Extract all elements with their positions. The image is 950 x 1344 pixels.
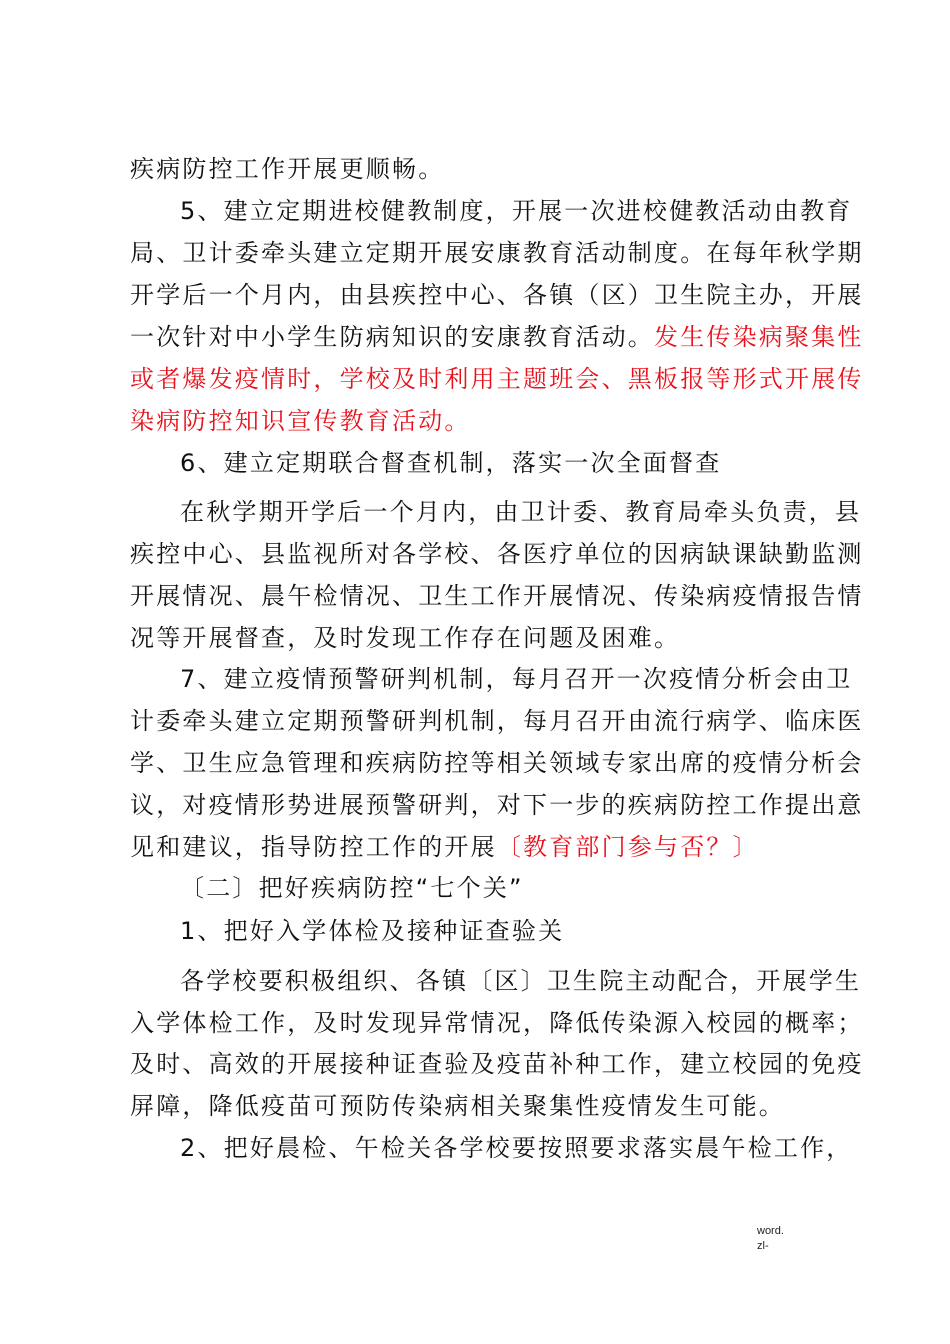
text-line: 疾控中心、县监视所对各学校、各医疗单位的因病缺课缺勤监测 xyxy=(130,540,864,568)
paragraph-line: 在秋学期开学后一个月内，由卫计委、教育局牵头负责，县 xyxy=(180,498,862,526)
text-line: 开展情况、晨午检情况、卫生工作开展情况、传染病疫情报告情 xyxy=(130,582,864,610)
highlighted-question: 〔教育部门参与否？〕 xyxy=(496,833,759,861)
text-line: 计委牵头建立定期预警研判机制，每月召开由流行病学、临床医 xyxy=(130,707,864,735)
text-line: 况等开展督查，及时发现工作存在问题及困难。 xyxy=(130,624,681,652)
text-line: 开学后一个月内，由县疾控中心、各镇（区）卫生院主办，开展 xyxy=(130,281,864,309)
text-line: 议，对疫情形势进展预警研判，对下一步的疾病防控工作提出意 xyxy=(130,791,864,819)
text-line: 入学体检工作，及时发现异常情况，降低传染源入校园的概率； xyxy=(130,1009,864,1037)
text-line: 及时、高效的开展接种证查验及疫苗补种工作，建立校园的免疫 xyxy=(130,1050,864,1078)
footer-text: zl- xyxy=(757,1240,769,1252)
text-segment: 一次针对中小学生防病知识的安康教育活动。 xyxy=(130,323,654,351)
highlighted-text: 发生传染病聚集性 xyxy=(654,323,864,351)
text-line: 疾病防控工作开展更顺畅。 xyxy=(130,155,445,183)
subsection-heading: 1、把好入学体检及接种证查验关 xyxy=(180,917,565,945)
text-segment: 见和建议，指导防控工作的开展 xyxy=(130,833,497,861)
section-heading: 〔二〕把好疾病防控“七个关” xyxy=(180,874,524,902)
paragraph-line: 各学校要积极组织、各镇〔区〕卫生院主动配合，开展学生 xyxy=(180,967,862,995)
text-line xyxy=(130,832,759,862)
text-line: 屏障，降低疫苗可预防传染病相关聚集性疫情发生可能。 xyxy=(130,1092,785,1120)
footer-text: word. xyxy=(757,1225,784,1237)
highlighted-text-line: 或者爆发疫情时，学校及时利用主题班会、黑板报等形式开展传 xyxy=(130,365,864,393)
text-line xyxy=(130,322,864,352)
paragraph-6-heading: 6、建立定期联合督查机制，落实一次全面督查 xyxy=(180,449,722,477)
paragraph-5-line-1: 5、建立定期进校健教制度，开展一次进校健教活动由教育 xyxy=(180,197,853,225)
highlighted-text-line: 染病防控知识宣传教育活动。 xyxy=(130,407,471,435)
paragraph-line: 2、把好晨检、午检关各学校要按照要求落实晨午检工作， xyxy=(180,1134,853,1162)
paragraph-7-line-1: 7、建立疫情预警研判机制，每月召开一次疫情分析会由卫 xyxy=(180,665,853,693)
text-line: 局、卫计委牵头建立定期开展安康教育活动制度。在每年秋学期 xyxy=(130,239,864,267)
text-line: 学、卫生应急管理和疾病防控等相关领域专家出席的疫情分析会 xyxy=(130,749,864,777)
